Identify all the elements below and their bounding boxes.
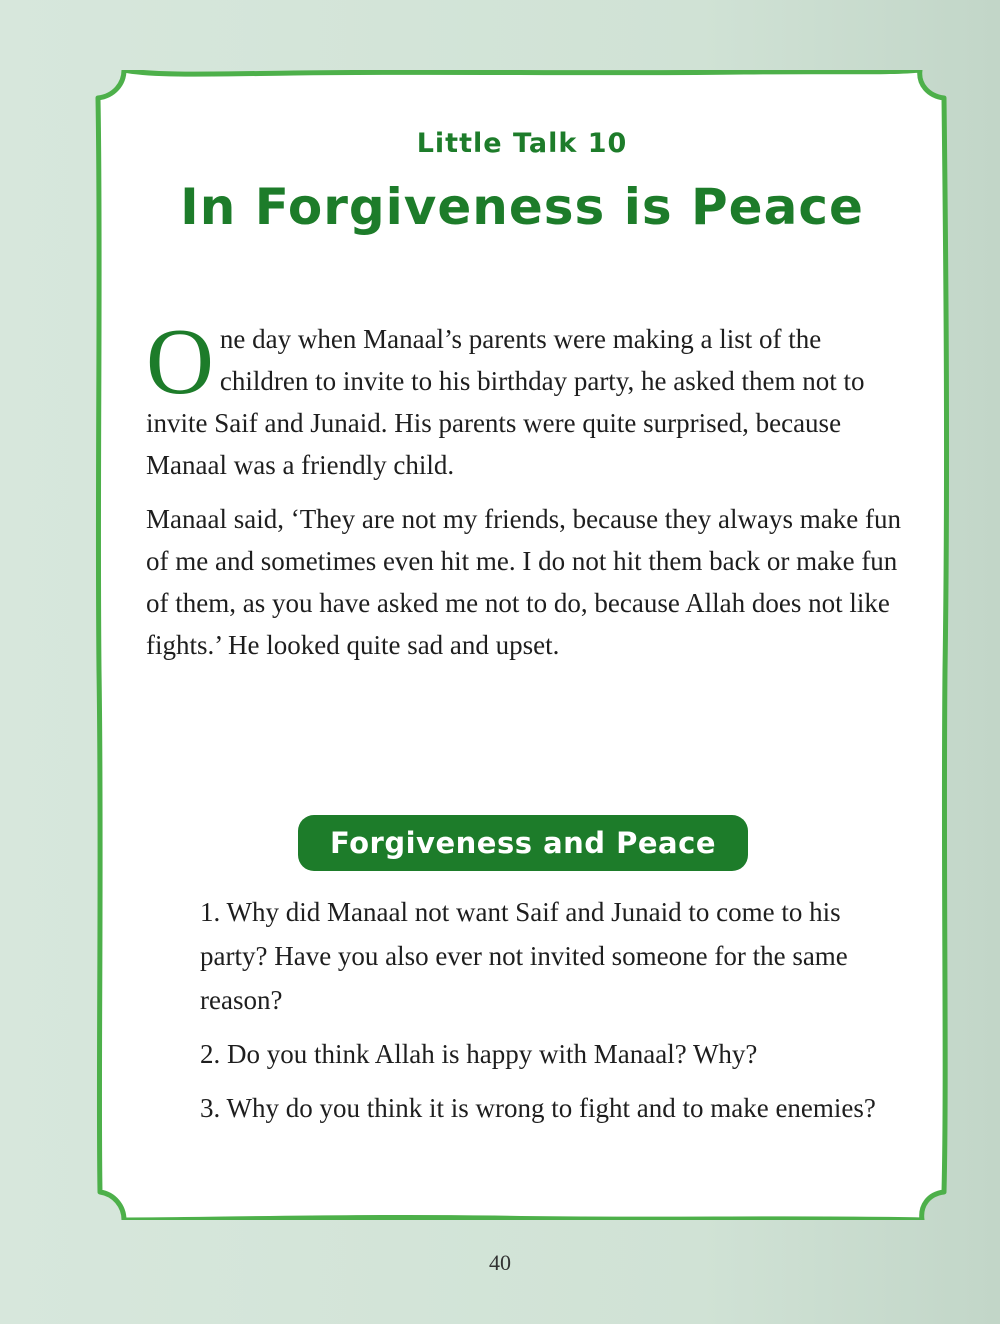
content-frame — [94, 70, 950, 1220]
story-paragraph-2: Manaal said, ‘They are not my friends, because they always make fun of me and sometimes even hit me. I do not hit them back or make fun of them, as you have asked me not to do, because Allah does not like fights.’ He looked quite sad and upset. — [146, 504, 901, 660]
story-paragraph-1-text: ne day when Manaal’s parents were making a list of the children to invite to his birthday party, he asked them not to invite Saif and Junaid. His parents were quite surprised, because Manaal was a friendly child. — [146, 324, 865, 480]
question-2: 2. Do you think Allah is happy with Manaal? Why? — [200, 1039, 758, 1069]
question-3: 3. Why do you think it is wrong to fight and to make enemies? — [200, 1093, 876, 1123]
story-text — [146, 310, 906, 678]
page-number: 40 — [489, 1250, 511, 1275]
section-heading-pill: Forgiveness and Peace — [298, 815, 748, 871]
drop-cap: O — [146, 310, 214, 414]
question-1: 1. Why did Manaal not want Saif and Junaid to come to his party? Have you also ever not invited someone for the same reason? — [200, 897, 848, 1015]
page-title: In Forgiveness is Peace — [180, 178, 864, 236]
story-paragraph-1 — [146, 310, 906, 486]
question-list — [200, 890, 880, 1140]
lesson-number: Little Talk 10 — [416, 128, 628, 159]
